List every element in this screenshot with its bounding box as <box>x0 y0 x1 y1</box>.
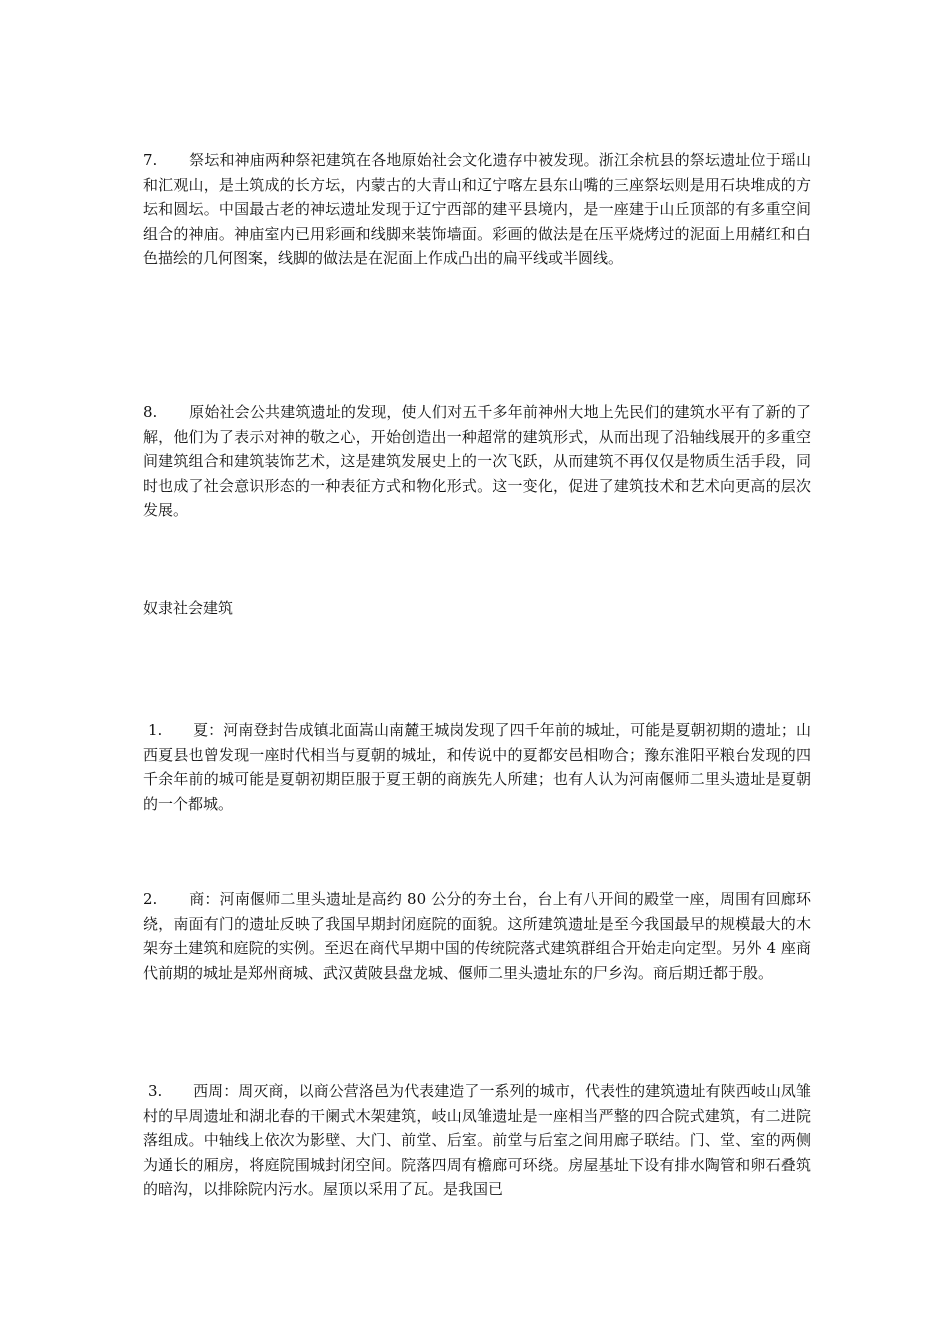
paragraph-text: 原始社会公共建筑遗址的发现，使人们对五千多年前神州大地上先民们的建筑水平有了新的了解，他们为了表示对神的敬之心，开始创造出一种超常的建筑形式，从而出现了沿轴线展开的多重空间建筑组合和建筑装饰艺术，这是建筑发展史上的一次飞跃，从而建筑不再仅仅是物质生活手段，同时也成了社会意识形态的一种表征方式和物化形式。这一变化，促进了建筑技术和艺术向更高的层次发展。 <box>143 403 811 519</box>
paragraph-text: 西周：周灭商，以商公营洛邑为代表建造了一系列的城市，代表性的建筑遗址有陕西岐山凤雏村的早周遗址和湖北春的干阑式木架建筑，岐山凤雏遗址是一座相当严整的四合院式建筑，有二进院落组成。中轴线上依次为影壁、大门、前堂、后室。前堂与后室之间用廊子联结。门、堂、室的两侧为通长的厢房，将庭院围城封闭空间。院落四周有檐廊可环绕。房屋基址下设有排水陶管和卵石叠筑的暗沟，以排除院内污水。屋顶以采用了瓦。是我国已 <box>143 1082 811 1198</box>
paragraph-number: 3. <box>148 1082 163 1100</box>
paragraph-shang <box>143 887 811 985</box>
paragraph-text: 夏：河南登封告成镇北面嵩山南麓王城岗发现了四千年前的城址，可能是夏朝初期的遗址；山西夏县也曾发现一座时代相当与夏朝的城址，和传说中的夏都安邑相吻合；豫东淮阳平粮台发现的四千余年前的城可能是夏朝初期臣服于夏王朝的商族先人所建；也有人认为河南偃师二里头遗址是夏朝的一个都城。 <box>143 721 811 813</box>
paragraph-text: 祭坛和神庙两种祭祀建筑在各地原始社会文化遗存中被发现。浙江余杭县的祭坛遗址位于瑶山和汇观山，是土筑成的长方坛，内蒙古的大青山和辽宁喀左县东山嘴的三座祭坛则是用石块堆成的方坛和圆坛。中国最古老的神坛遗址发现于辽宁西部的建平县境内，是一座建于山丘顶部的有多重空间组合的神庙。神庙室内已用彩画和线脚来装饰墙面。彩画的做法是在压平烧烤过的泥面上用赭红和白色描绘的几何图案，线脚的做法是在泥面上作成凸出的扁平线或半圆线。 <box>143 151 811 267</box>
section-heading: 奴隶社会建筑 <box>143 599 234 617</box>
paragraph-text: 商：河南偃师二里头遗址是高约 80 公分的夯土台，台上有八开间的殿堂一座，周围有回廊环绕，南面有门的遗址反映了我国早期封闭庭院的面貌。这所建筑遗址是至今我国最早的规模最大的木架夯土建筑和庭院的实例。至迟在商代早期中国的传统院落式建筑群组合开始走向定型。另外 4 座商代前期的城址是郑州商城、武汉黄陂县盘龙城、偃师二里头遗址东的尸乡沟。商后期迁都于殷。 <box>143 890 811 982</box>
paragraph-number: 7. <box>143 151 158 169</box>
paragraph-number: 1. <box>148 721 163 739</box>
paragraph-number: 2. <box>143 890 158 908</box>
paragraph-number: 8. <box>143 403 158 421</box>
paragraph-8 <box>143 400 811 523</box>
paragraph-xia <box>143 718 811 816</box>
paragraph-7 <box>143 148 811 271</box>
paragraph-western-zhou <box>143 1079 811 1202</box>
